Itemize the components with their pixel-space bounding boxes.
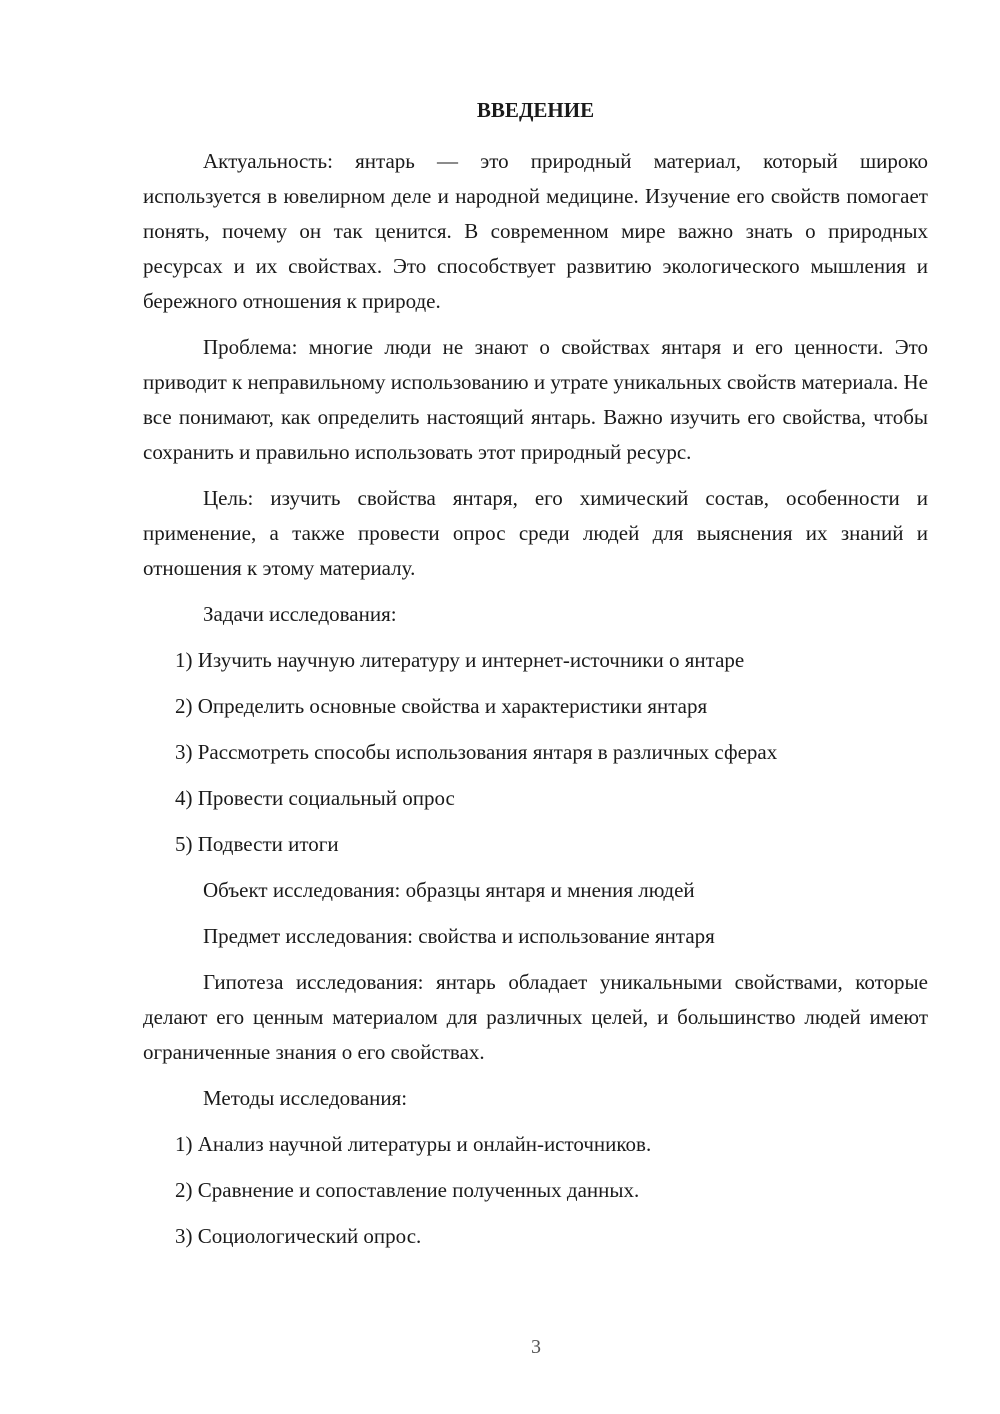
relevance-paragraph: Актуальность: янтарь — это природный материал, который широко используется в ювелирном деле и народной медицине. Изучение его свойств помогает понять, почему он так ценится. В современном мире важно знать о природных ресурсах и их свойствах. Это способствует развитию экологического мышления и бережного отношения к природе.: [143, 149, 928, 313]
page-number: 3: [531, 1336, 541, 1358]
page-content: [143, 94, 928, 1265]
method-item: 2) Сравнение и сопоставление полученных данных.: [175, 1178, 640, 1202]
method-item: 1) Анализ научной литературы и онлайн-источников.: [175, 1132, 652, 1156]
research-object: Объект исследования: образцы янтаря и мнения людей: [203, 878, 695, 902]
task-item: 1) Изучить научную литературу и интернет-источники о янтаре: [175, 648, 745, 672]
problem-paragraph: Проблема: многие люди не знают о свойствах янтаря и его ценности. Это приводит к неправильному использованию и утрате уникальных свойств материала. Не все понимают, как определить настоящий янтарь. Важно изучить его свойства, чтобы сохранить и правильно использовать этот природный ресурс.: [143, 335, 928, 464]
methods-list: [143, 1127, 928, 1254]
goal-paragraph: Цель: изучить свойства янтаря, его химический состав, особенности и применение, а также провести опрос среди людей для выяснения их знаний и отношения к этому материалу.: [143, 486, 928, 580]
section-title: ВВЕДЕНИЕ: [476, 98, 595, 122]
task-item: 2) Определить основные свойства и характеристики янтаря: [175, 694, 708, 718]
research-subject: Предмет исследования: свойства и использование янтаря: [203, 924, 715, 948]
task-item: 4) Провести социальный опрос: [175, 786, 455, 810]
task-item: 5) Подвести итоги: [175, 832, 339, 856]
methods-heading: Методы исследования:: [203, 1086, 408, 1110]
task-item: 3) Рассмотреть способы использования янтаря в различных сферах: [175, 740, 778, 764]
hypothesis-paragraph: Гипотеза исследования: янтарь обладает уникальными свойствами, которые делают его ценным материалом для различных целей, и большинство людей имеют ограниченные знания о его свойствах.: [143, 970, 928, 1064]
method-item: 3) Социологический опрос.: [175, 1224, 422, 1248]
tasks-heading: Задачи исследования:: [203, 602, 397, 626]
tasks-list: [143, 643, 928, 862]
